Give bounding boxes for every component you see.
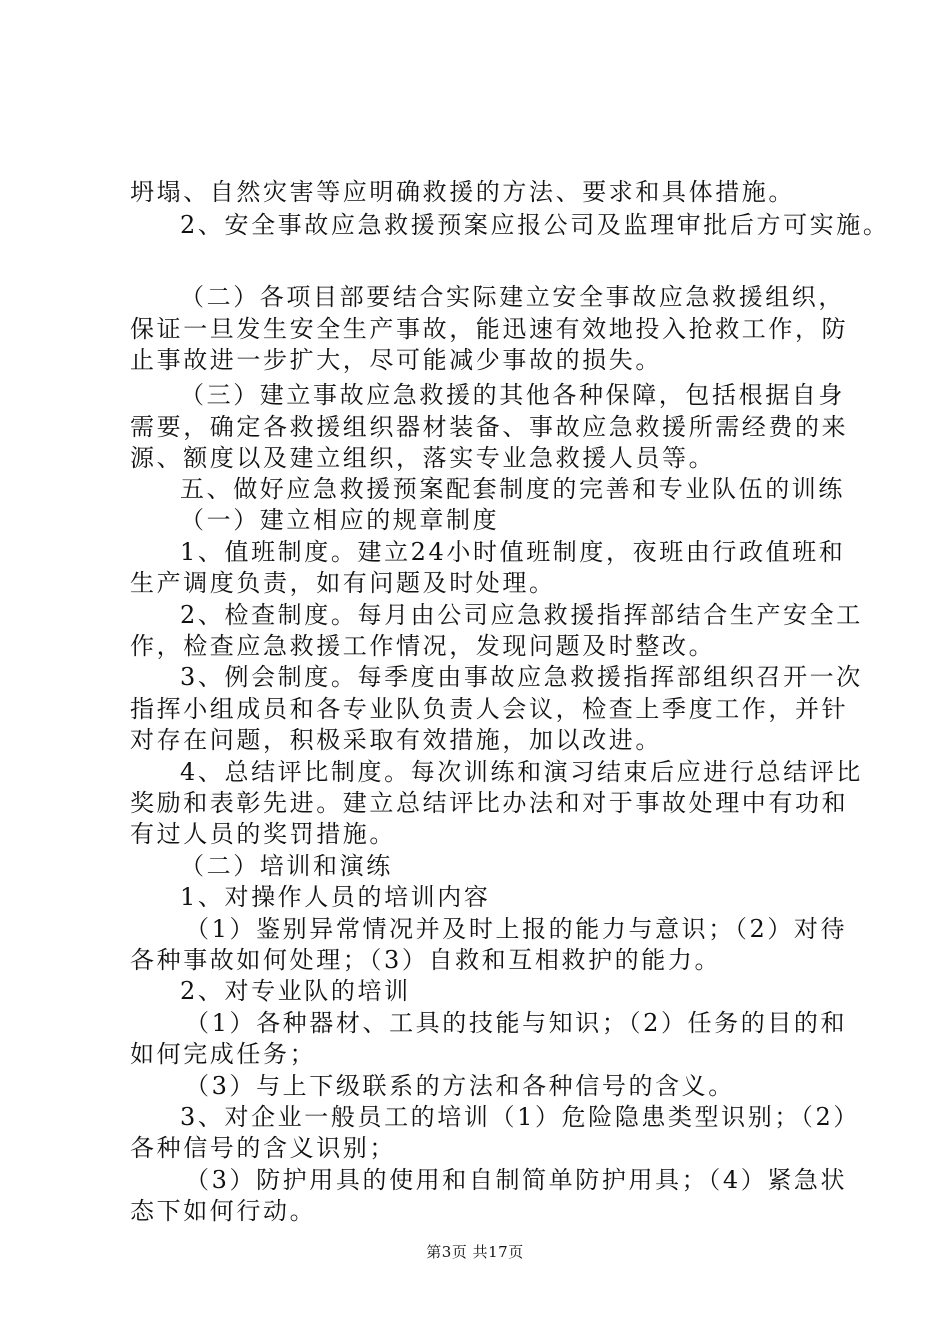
text-line: 指挥小组成员和各专业队负责人会议，检查上季度工作，并针 xyxy=(130,695,849,723)
text-line: 源、额度以及建立组织，落实专业急救援人员等。 xyxy=(130,444,716,472)
text-line: 2、安全事故应急救援预案应报公司及监理审批后方可实施。 xyxy=(180,211,890,239)
text-line: 奖励和表彰先进。建立总结评比办法和对于事故处理中有功和 xyxy=(130,789,849,817)
text-line: 2、对专业队的培训 xyxy=(180,977,411,1005)
text-line: 止事故进一步扩大，尽可能减少事故的损失。 xyxy=(130,346,662,374)
text-line: 需要，确定各救援组织器材装备、事故应急救援所需经费的来 xyxy=(130,413,849,441)
text-line: 对存在问题，积极采取有效措施，加以改进。 xyxy=(130,726,662,754)
text-line: 1、值班制度。建立24小时值班制度，夜班由行政值班和 xyxy=(180,538,846,566)
text-line: 4、总结评比制度。每次训练和演习结束后应进行总结评比 xyxy=(180,758,863,786)
text-line: 各种事故如何处理；（3）自救和互相救护的能力。 xyxy=(130,946,722,974)
text-line: 2、检查制度。每月由公司应急救援指挥部结合生产安全工 xyxy=(180,601,863,629)
text-line: 如何完成任务； xyxy=(130,1040,317,1068)
text-line: （二）各项目部要结合实际建立安全事故应急救援组织， xyxy=(180,283,845,311)
subsection-heading: （二）培训和演练 xyxy=(180,852,393,880)
text-line: 有过人员的奖罚措施。 xyxy=(130,820,396,848)
text-line: 3、对企业一般员工的培训（1）危险隐患类型识别；（2） xyxy=(180,1103,861,1131)
text-line: 保证一旦发生安全生产事故，能迅速有效地投入抢救工作，防 xyxy=(130,315,849,343)
text-line: 各种信号的含义识别； xyxy=(130,1134,396,1162)
text-line: （3）与上下级联系的方法和各种信号的含义。 xyxy=(185,1072,735,1100)
text-line: 3、例会制度。每季度由事故应急救援指挥部组织召开一次 xyxy=(180,663,863,691)
subsection-heading: （一）建立相应的规章制度 xyxy=(180,506,500,534)
page-number-footer: 第3页 共17页 xyxy=(426,1243,524,1261)
text-line: （1）鉴别异常情况并及时上报的能力与意识；（2）对待 xyxy=(185,915,848,943)
text-line: 作，检查应急救援工作情况，发现问题及时整改。 xyxy=(130,632,716,660)
text-line: （三）建立事故应急救援的其他各种保障，包括根据自身 xyxy=(180,381,845,409)
text-line: 生产调度负责，如有问题及时处理。 xyxy=(130,569,556,597)
section-heading: 五、做好应急救援预案配套制度的完善和专业队伍的训练 xyxy=(180,475,845,503)
text-line: 1、对操作人员的培训内容 xyxy=(180,883,491,911)
text-line: （3）防护用具的使用和自制简单防护用具；（4）紧急状 xyxy=(185,1166,848,1194)
text-line: 态下如何行动。 xyxy=(130,1197,317,1225)
text-line: 坍塌、自然灾害等应明确救援的方法、要求和具体措施。 xyxy=(130,178,795,206)
text-line: （1）各种器材、工具的技能与知识；（2）任务的目的和 xyxy=(185,1009,848,1037)
